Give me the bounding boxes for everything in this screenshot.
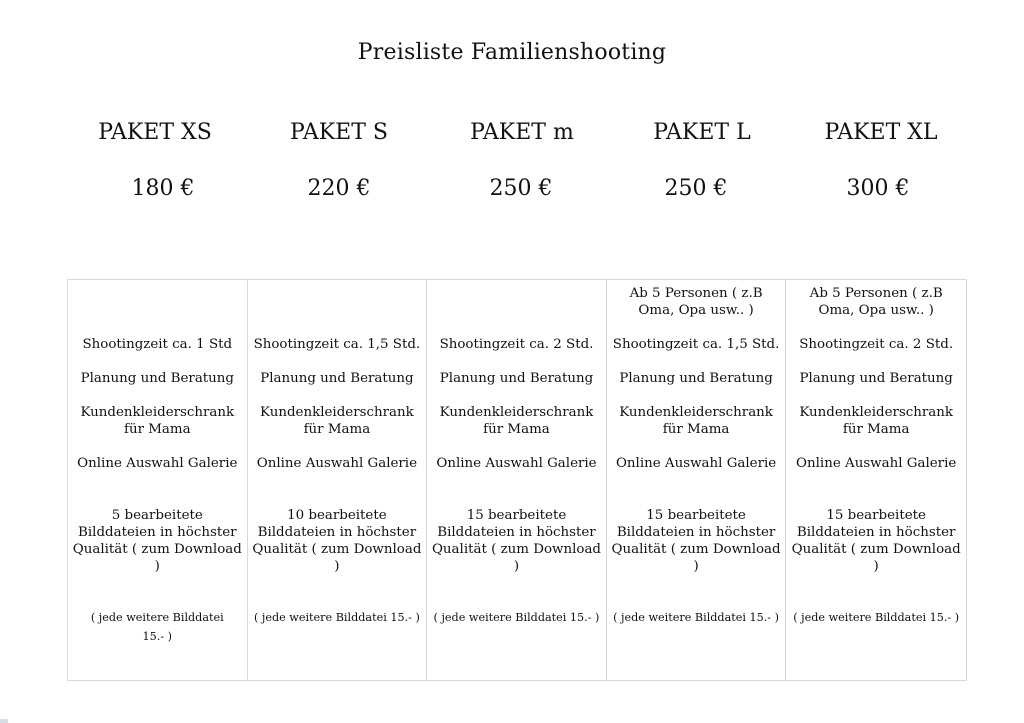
package-header-xl <box>791 120 971 145</box>
wardrobe: Kundenkleiderschrank für Mama <box>80 405 235 437</box>
page-corner-accent <box>0 719 8 723</box>
image-files: 15 bearbeitete Bilddateien in höchster Qualität ( zum Download ) <box>791 508 961 574</box>
image-files: 15 bearbeitete Bilddateien in höchster Qualität ( zum Download ) <box>431 508 602 574</box>
image-files: 15 bearbeitete Bilddateien in höchster Qualität ( zum Download ) <box>611 508 781 574</box>
features-table <box>67 279 967 681</box>
wardrobe: Kundenkleiderschrank für Mama <box>439 405 594 437</box>
package-price-block-l <box>606 176 786 201</box>
package-price: 250 € <box>489 176 553 201</box>
package-price-block-s <box>249 176 429 201</box>
planning: Planung und Beratung <box>260 371 414 386</box>
package-name: PAKET XL <box>824 120 938 145</box>
gallery: Online Auswahl Galerie <box>436 456 597 471</box>
image-files: 10 bearbeitete Bilddateien in höchster Qualität ( zum Download ) <box>252 508 422 574</box>
wardrobe: Kundenkleiderschrank für Mama <box>619 405 773 437</box>
planning: Planung und Beratung <box>80 371 234 386</box>
persons-note: Ab 5 Personen ( z.B Oma, Opa usw.. ) <box>629 286 763 318</box>
package-price-block-xl <box>788 176 968 201</box>
extra-image-price: ( jede weitere Bilddatei 15.- ) <box>433 611 600 624</box>
wardrobe: Kundenkleiderschrank für Mama <box>799 405 954 437</box>
planning: Planung und Beratung <box>619 371 773 386</box>
persons-note: Ab 5 Personen ( z.B Oma, Opa usw.. ) <box>809 286 943 318</box>
shooting-time: Shootingzeit ca. 1,5 Std. <box>612 337 780 352</box>
package-column-xl <box>786 280 966 680</box>
package-name: PAKET S <box>290 120 388 145</box>
shooting-time: Shootingzeit ca. 2 Std. <box>799 337 954 352</box>
package-column-l <box>607 280 787 680</box>
wardrobe: Kundenkleiderschrank für Mama <box>260 405 414 437</box>
extra-image-price: ( jede weitere Bilddatei 15.- ) <box>793 611 960 624</box>
package-header-xs <box>65 120 245 145</box>
gallery: Online Auswahl Galerie <box>796 456 957 471</box>
gallery: Online Auswahl Galerie <box>77 456 238 471</box>
shooting-time: Shootingzeit ca. 2 Std. <box>439 337 594 352</box>
gallery: Online Auswahl Galerie <box>615 456 777 471</box>
package-header-l <box>612 120 792 145</box>
package-price: 250 € <box>664 176 728 201</box>
extra-image-price: ( jede weitere Bilddatei 15.- ) <box>613 611 780 624</box>
package-price: 180 € <box>131 176 195 201</box>
package-column-s <box>248 280 428 680</box>
planning: Planung und Beratung <box>799 371 953 386</box>
package-name: PAKET m <box>470 120 574 145</box>
extra-image-price: ( jede weitere Bilddatei 15.- ) <box>90 611 224 643</box>
image-files: 5 bearbeitete Bilddateien in höchster Qualität ( zum Download ) <box>72 508 242 574</box>
extra-image-price: ( jede weitere Bilddatei 15.- ) <box>253 611 420 624</box>
planning: Planung und Beratung <box>439 371 594 386</box>
package-price: 300 € <box>846 176 910 201</box>
shooting-time: Shootingzeit ca. 1,5 Std. <box>253 337 421 352</box>
gallery: Online Auswahl Galerie <box>256 456 418 471</box>
package-price-block-m <box>431 176 611 201</box>
package-price-block-xs <box>73 176 253 201</box>
package-header-s <box>249 120 429 145</box>
page-title: Preisliste Familienshooting <box>357 40 667 65</box>
package-name: PAKET L <box>653 120 751 145</box>
package-column-xs <box>68 280 248 680</box>
package-price: 220 € <box>307 176 371 201</box>
package-header-m <box>432 120 612 145</box>
shooting-time: Shootingzeit ca. 1 Std <box>82 337 233 352</box>
package-name: PAKET XS <box>98 120 212 145</box>
package-column-m <box>427 280 607 680</box>
